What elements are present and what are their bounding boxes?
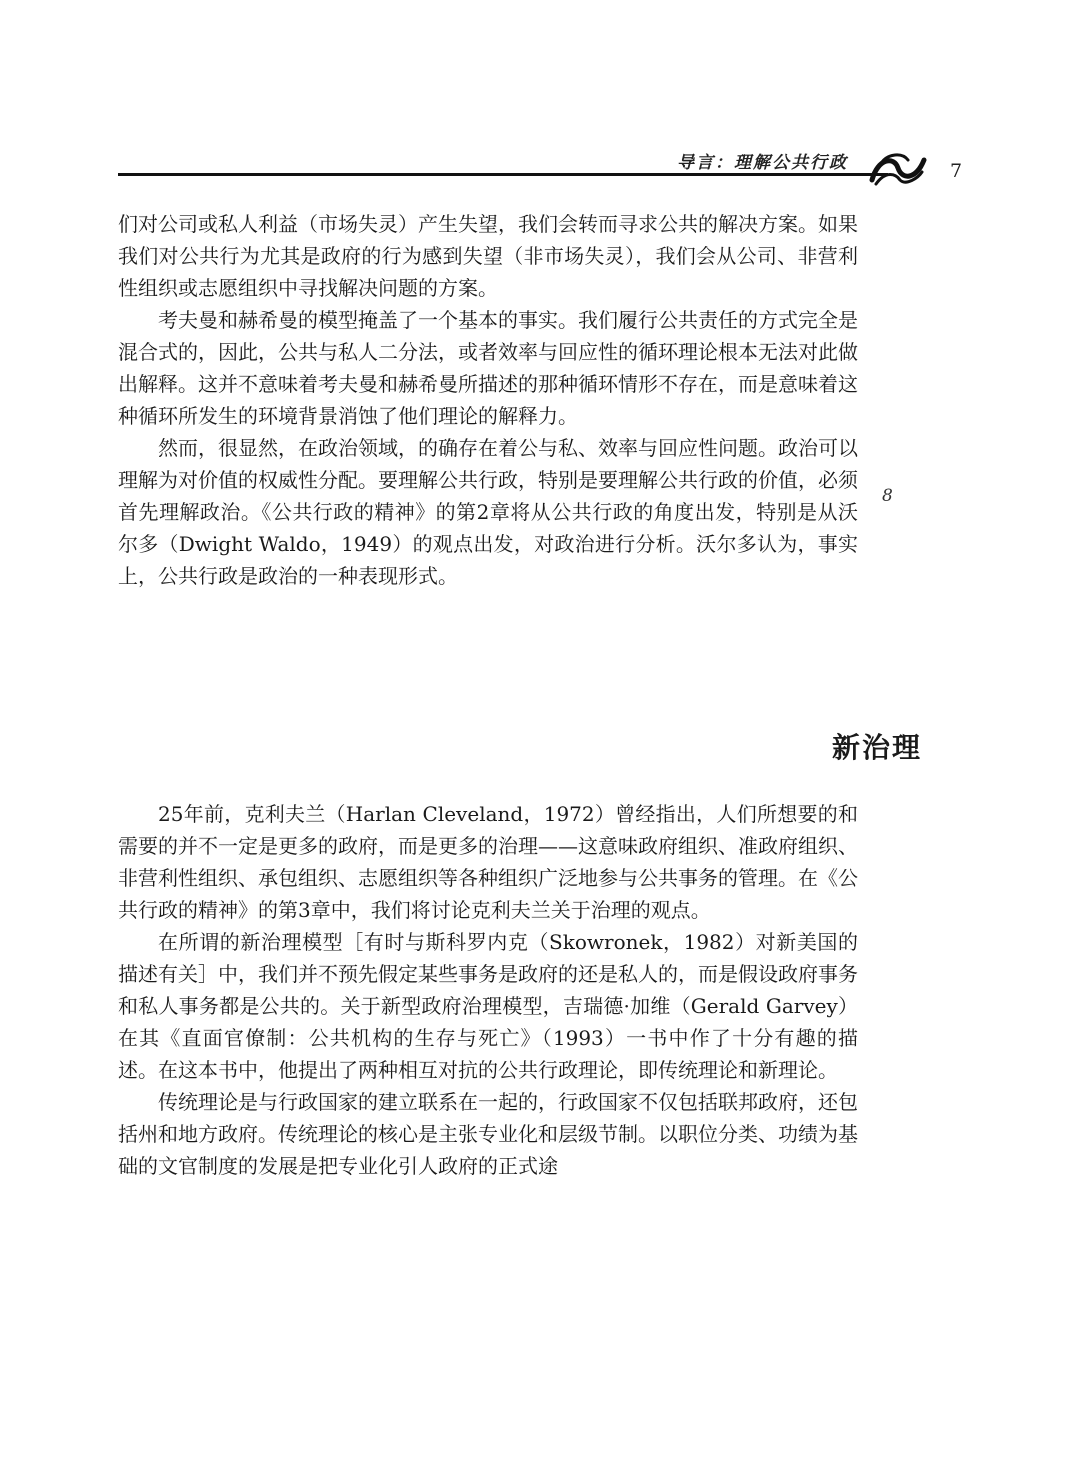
section-heading: 新治理 [831, 731, 922, 764]
paragraph: 25年前，克利夫兰（Harlan Cleveland，1972）曾经指出，人们所想要的和需要的并不一定是更多的政府，而是更多的治理——这意味政府组织、准政府组织、非营利性组织、承包组织、志愿组织等各种组织广泛地参与公共事务的管理。在《公共行政的精神》的第3章中，我们将讨论克利夫兰关于治理的观点。 [118, 802, 858, 922]
section-2-text [118, 798, 858, 1182]
running-title: 导言：理解公共行政 [677, 153, 848, 173]
page-number: 7 [950, 160, 963, 182]
paragraph: 传统理论是与行政国家的建立联系在一起的，行政国家不仅包括联邦政府，还包括州和地方政府。传统理论的核心是主张专业化和层级节制。以职位分类、功绩为基础的文官制度的发展是把专业化引人政府的正式途 [118, 1090, 858, 1178]
swirl-ornament-icon [868, 150, 928, 190]
paragraph-continued: 们对公司或私人利益（市场失灵）产生失望，我们会转而寻求公共的解决方案。如果我们对公共行为尤其是政府的行为感到失望（非市场失灵），我们会从公司、非营利性组织或志愿组织中寻找解决问题的方案。 [118, 212, 858, 300]
running-header [0, 140, 1080, 190]
paragraph: 在所谓的新治理模型［有时与斯科罗内克（Skowronek，1982）对新美国的描述有关］中，我们并不预先假定某些事务是政府的还是私人的，而是假设政府事务和私人事务都是公共的。关于新型政府治理模型，吉瑞德·加维（Gerald Garvey）在其《直面官僚制：公共机构的生存与死亡》（1993）一书中作了十分有趣的描述。在这本书中，他提出了两种相互对抗的公共行政理论，即传统理论和新理论。 [118, 930, 858, 1082]
section-1-text [118, 208, 858, 592]
paragraph: 然而，很显然，在政治领域，的确存在着公与私、效率与回应性问题。政治可以理解为对价值的权威性分配。要理解公共行政，特别是要理解公共行政的价值，必须首先理解政治。《公共行政的精神》的第2章将从公共行政的角度出发，特别是从沃尔多（Dwight Waldo，1949）的观点出发，对政治进行分析。沃尔多认为，事实上，公共行政是政治的一种表现形式。 [118, 436, 858, 588]
header-rule [118, 173, 888, 176]
paragraph: 考夫曼和赫希曼的模型掩盖了一个基本的事实。我们履行公共责任的方式完全是混合式的，因此，公共与私人二分法，或者效率与回应性的循环理论根本无法对此做出解释。这并不意味着考夫曼和赫希曼所描述的那种循环情形不存在，而是意味着这种循环所发生的环境背景消蚀了他们理论的解释力。 [118, 308, 858, 428]
margin-page-number: 8 [882, 486, 893, 506]
